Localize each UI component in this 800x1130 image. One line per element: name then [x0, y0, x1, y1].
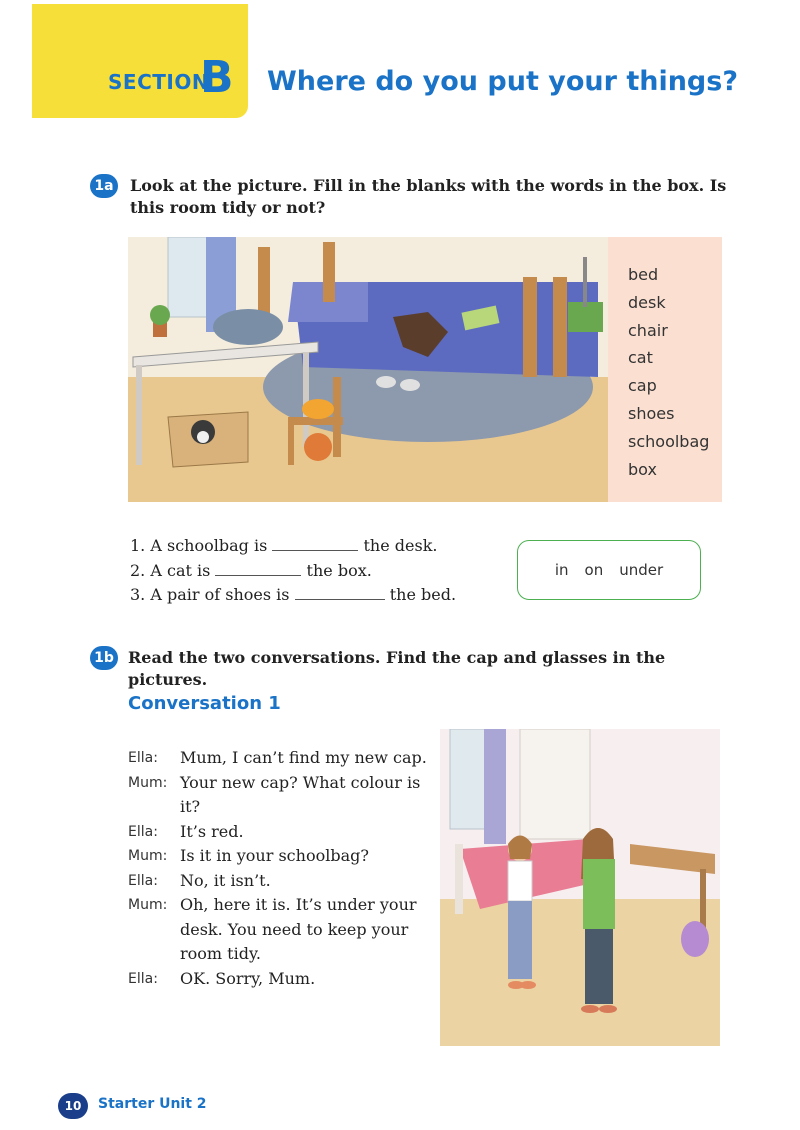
speech: No, it isn’t.	[180, 870, 271, 890]
exercise-1a-instruction: Look at the picture. Fill in the blanks with the words in the box. Is this room tidy or not?	[130, 176, 727, 217]
dialogue-line	[128, 771, 428, 820]
word-item: cat	[628, 348, 653, 368]
word-item: chair	[628, 320, 668, 340]
preposition-in: in	[554, 561, 569, 579]
answer-blank-3[interactable]	[295, 587, 385, 600]
dialogue-line	[128, 820, 428, 845]
page-number: 10	[58, 1093, 88, 1119]
word-list	[628, 261, 709, 483]
unit-label: Starter Unit 2	[98, 1096, 207, 1112]
conversation-dialogue	[128, 746, 428, 991]
section-label: SECTION	[108, 70, 210, 94]
answer-blank-2[interactable]	[215, 563, 301, 576]
preposition-on: on	[584, 561, 604, 579]
speaker: Mum:	[128, 848, 168, 864]
word-item: cap	[628, 376, 657, 396]
exercise-1b-instruction: Read the two conversations. Find the cap and glasses in the pictures.	[128, 648, 666, 689]
word-item: desk	[628, 292, 666, 312]
dialogue-line	[128, 844, 428, 869]
word-item: schoolbag	[628, 431, 710, 451]
speech: OK. Sorry, Mum.	[180, 968, 316, 988]
speaker: Ella:	[128, 823, 158, 840]
word-item: bed	[628, 265, 659, 284]
speaker: Ella:	[128, 872, 158, 889]
answer-blank-1[interactable]	[272, 538, 358, 551]
speech: Your new cap? What colour is it?	[180, 772, 421, 816]
speech: Mum, I can’t find my new cap.	[180, 748, 427, 767]
speaker: Mum:	[128, 897, 168, 913]
sentence-1: 1. A schoolbag is the desk.	[130, 536, 438, 555]
exercise-1a-badge: 1a	[90, 174, 118, 198]
bedroom-conversation-illustration	[440, 729, 720, 1046]
preposition-box	[517, 540, 701, 600]
word-item: shoes	[628, 403, 675, 423]
messy-room-illustration	[128, 237, 608, 502]
speech: It’s red.	[180, 821, 244, 841]
section-letter: B	[200, 52, 234, 103]
dialogue-line	[128, 746, 428, 771]
word-item: box	[628, 459, 657, 479]
dialogue-line	[128, 967, 428, 992]
dialogue-line	[128, 893, 428, 967]
page-title: Where do you put your things?	[267, 66, 738, 97]
exercise-1b-badge: 1b	[90, 646, 118, 670]
speaker: Ella:	[128, 970, 158, 987]
speaker: Ella:	[128, 750, 158, 766]
speech: Oh, here it is. It’s under your desk. You need to keep your room tidy.	[180, 895, 417, 963]
conversation-title: Conversation 1	[128, 693, 281, 714]
speech: Is it in your schoolbag?	[180, 846, 369, 865]
fill-in-sentences	[130, 534, 456, 608]
word-box	[608, 237, 722, 502]
sentence-3: 3. A pair of shoes is the bed.	[130, 585, 457, 604]
sentence-2: 2. A cat is the box.	[130, 560, 372, 580]
speaker: Mum:	[128, 774, 168, 791]
preposition-under: under	[619, 561, 664, 579]
dialogue-line	[128, 869, 428, 894]
